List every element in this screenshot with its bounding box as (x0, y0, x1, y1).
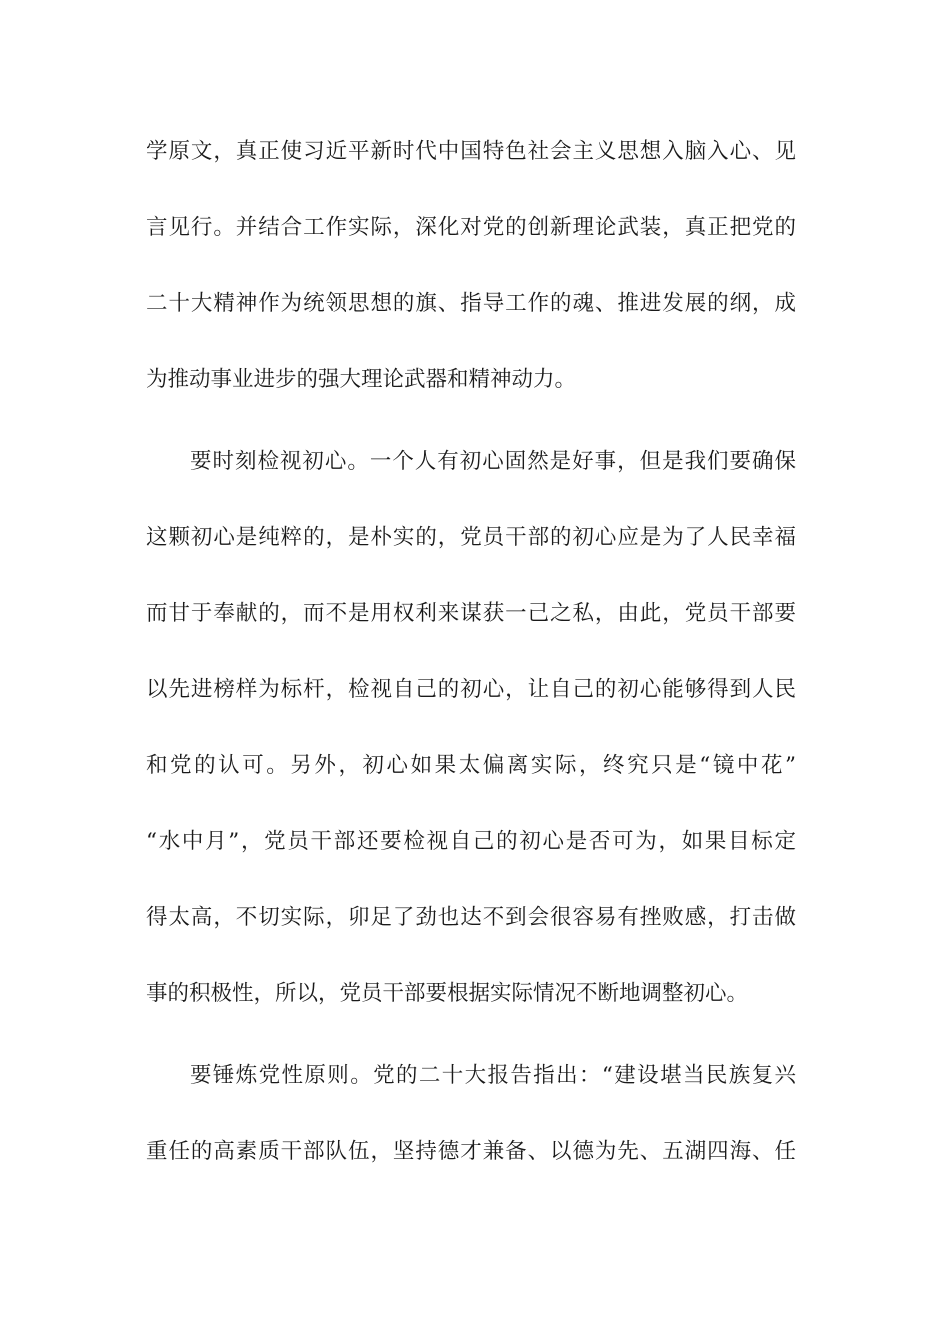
text-line: 事的积极性，所以，党员干部要根据实际情况不断地调整初心。 (146, 981, 749, 1006)
text-line: “水中月”，党员干部还要检视自己的初心是否可为，如果目标定 (146, 829, 796, 854)
paragraph-first-line: 要时刻检视初心。一个人有初心固然是好事，但是我们要确保 (190, 449, 796, 474)
text-line: 言见行。并结合工作实际，深化对党的创新理论武装，真正把党的 (146, 215, 796, 240)
text-line: 得太高，不切实际，卯足了劲也达不到会很容易有挫败感，打击做 (146, 905, 796, 930)
text-line: 重任的高素质干部队伍，坚持德才兼备、以德为先、五湖四海、任 (146, 1139, 796, 1164)
text-line: 而甘于奉献的，而不是用权利来谋获一己之私，由此，党员干部要 (146, 601, 796, 626)
text-line: 学原文，真正使习近平新时代中国特色社会主义思想入脑入心、见 (146, 139, 796, 164)
text-line: 二十大精神作为统领思想的旗、指导工作的魂、推进发展的纲，成 (146, 291, 796, 316)
text-line: 为推动事业进步的强大理论武器和精神动力。 (146, 367, 577, 392)
text-line: 以先进榜样为标杆，检视自己的初心，让自己的初心能够得到人民 (146, 677, 796, 702)
text-line: 这颗初心是纯粹的，是朴实的，党员干部的初心应是为了人民幸福 (146, 525, 796, 550)
text-line: 和党的认可。另外，初心如果太偏离实际，终究只是“镜中花” (146, 753, 796, 778)
paragraph-first-line: 要锤炼党性原则。党的二十大报告指出：“建设堪当民族复兴 (190, 1063, 796, 1088)
